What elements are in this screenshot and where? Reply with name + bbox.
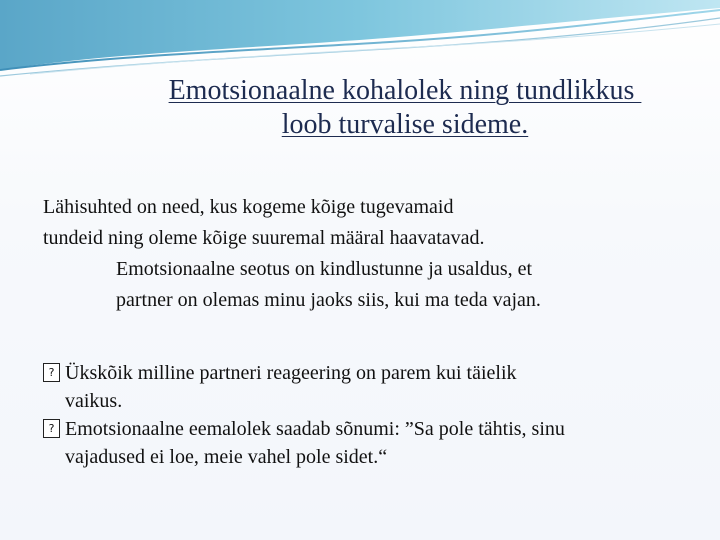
list-item <box>43 415 693 471</box>
missing-glyph-icon: ? <box>43 419 60 438</box>
paragraph-line: Lähisuhted on need, kus kogeme kõige tugevamaid <box>43 196 454 218</box>
missing-glyph-icon: ? <box>43 363 60 382</box>
bullet-line: Ükskõik milline partneri reageering on parem kui täielik <box>65 362 517 384</box>
intro-paragraph <box>43 192 683 316</box>
bullet-line: vaikus. <box>65 390 123 412</box>
title-line-2: loob turvalise sideme. <box>281 109 529 140</box>
list-item <box>43 359 693 415</box>
slide-title <box>120 74 690 142</box>
bullet-list <box>43 359 693 471</box>
paragraph-line: Emotsionaalne seotus on kindlustunne ja usaldus, et <box>116 258 533 280</box>
paragraph-line: tundeid ning oleme kõige suuremal määral haavatavad. <box>43 227 485 249</box>
bullet-line: Emotsionaalne eemalolek saadab sõnumi: ”Sa pole tähtis, sinu <box>65 418 565 440</box>
paragraph-line: partner on olemas minu jaoks siis, kui ma teda vajan. <box>116 289 541 311</box>
bullet-line: vajadused ei loe, meie vahel pole sidet.“ <box>65 446 388 468</box>
title-line-1: Emotsionaalne kohalolek ning tundlikkus <box>168 75 642 106</box>
